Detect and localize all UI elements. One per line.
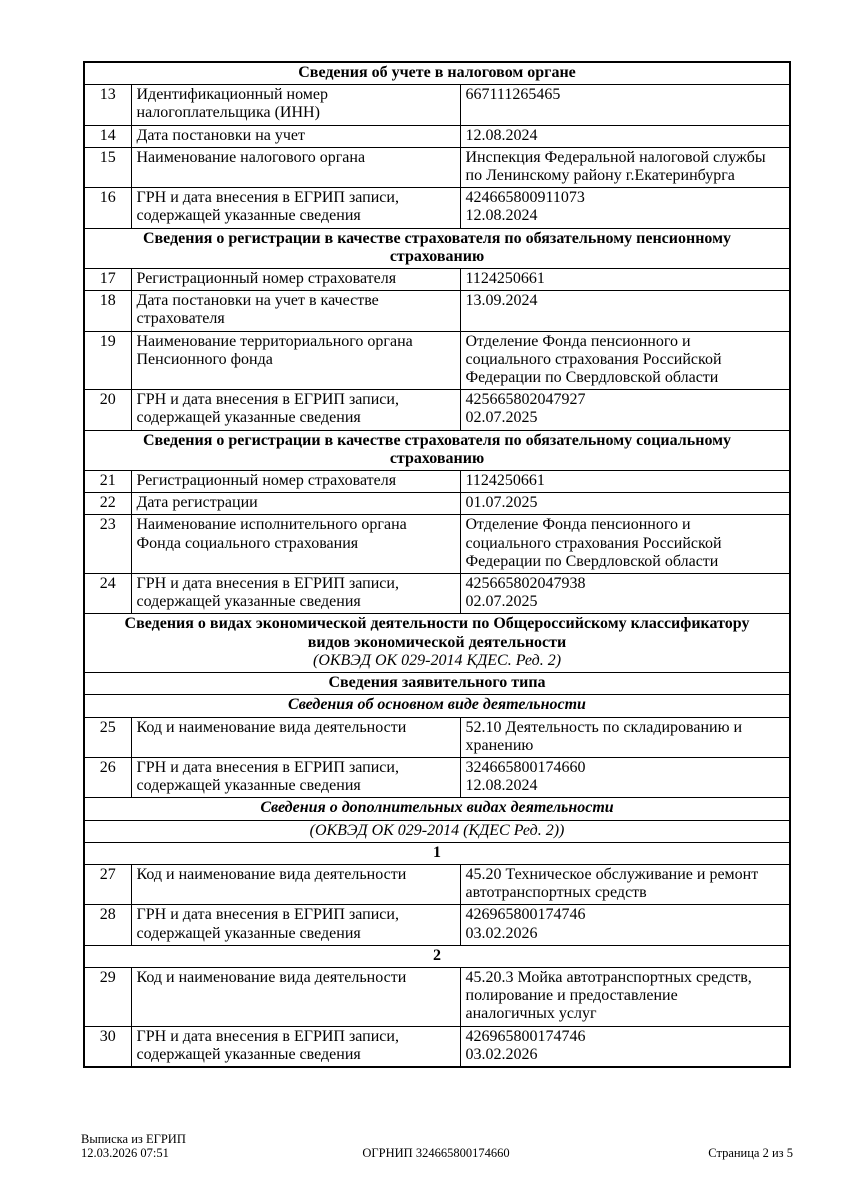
row-28 <box>84 905 790 945</box>
section-title: Сведения заявительного типа <box>328 674 546 692</box>
section-main-activity-header <box>84 695 790 717</box>
page-footer <box>0 1133 848 1167</box>
section-subtitle: (ОКВЭД ОК 029-2014 КДЕС. Ред. 2) <box>313 651 562 669</box>
row-value: 426965800174746 03.02.2026 <box>460 1026 790 1067</box>
section-title: Сведения о видах экономической деятельности по Общероссийскому классификатору <box>124 615 750 633</box>
row-label: ГРН и дата внесения в ЕГРИП записи, содержащей указанные сведения <box>131 1026 460 1067</box>
section-tax-accounting-header <box>84 62 790 85</box>
row-label: Наименование исполнительного органа Фонда социального страхования <box>131 515 460 574</box>
row-label: ГРН и дата внесения в ЕГРИП записи, содержащей указанные сведения <box>131 188 460 228</box>
row-number: 24 <box>84 574 131 614</box>
row-label: ГРН и дата внесения в ЕГРИП записи, содержащей указанные сведения <box>131 757 460 797</box>
row-label: Код и наименование вида деятельности <box>131 864 460 904</box>
row-number: 26 <box>84 757 131 797</box>
row-number: 15 <box>84 147 131 187</box>
row-number: 18 <box>84 291 131 331</box>
row-24 <box>84 574 790 614</box>
footer-datetime: 12.03.2026 07:51 <box>81 1145 169 1160</box>
footer-page-number: Страница 2 из 5 <box>708 1145 793 1160</box>
row-value: Инспекция Федеральной налоговой службы по Ленинскому району г.Екатеринбурга <box>460 147 790 187</box>
row-number: 22 <box>84 493 131 515</box>
row-value: Отделение Фонда пенсионного и социального страхования Российской Федерации по Свердловской области <box>460 515 790 574</box>
row-label: Код и наименование вида деятельности <box>131 967 460 1026</box>
row-number: 14 <box>84 125 131 147</box>
section-title: страхованию <box>389 247 485 265</box>
row-label: Идентификационный номер налогоплательщика (ИНН) <box>131 85 460 125</box>
section-title: видов экономической деятельности <box>307 633 567 651</box>
row-value: 1124250661 <box>460 269 790 291</box>
row-26 <box>84 757 790 797</box>
section-title: Сведения об основном виде деятельности <box>288 696 586 714</box>
row-value: 667111265465 <box>460 85 790 125</box>
row-number: 16 <box>84 188 131 228</box>
row-label: ГРН и дата внесения в ЕГРИП записи, содержащей указанные сведения <box>131 390 460 430</box>
row-value: 45.20.3 Мойка автотранспортных средств, полирование и предоставление аналогичных услуг <box>460 967 790 1026</box>
section-title: Сведения о дополнительных видах деятельности <box>260 799 614 817</box>
row-number: 28 <box>84 905 131 945</box>
row-label: Дата постановки на учет в качестве страхователя <box>131 291 460 331</box>
row-value: 52.10 Деятельность по складированию и хранению <box>460 717 790 757</box>
row-number: 19 <box>84 331 131 390</box>
section-pension-insurance-header <box>84 228 790 268</box>
row-value: 45.20 Техническое обслуживание и ремонт автотранспортных средств <box>460 864 790 904</box>
section-declarative-type-header <box>84 673 790 695</box>
section-title: Сведения о регистрации в качестве страхователя по обязательному пенсионному <box>142 229 732 247</box>
section-social-insurance-header <box>84 430 790 470</box>
row-value: Отделение Фонда пенсионного и социального страхования Российской Федерации по Свердловской области <box>460 331 790 390</box>
row-number: 25 <box>84 717 131 757</box>
row-label: Наименование налогового органа <box>131 147 460 187</box>
footer-ogrnip: ОГРНИП 324665800174660 <box>362 1145 510 1160</box>
row-13 <box>84 85 790 125</box>
row-number: 23 <box>84 515 131 574</box>
section-activity-1-header <box>84 842 790 864</box>
row-label: ГРН и дата внесения в ЕГРИП записи, содержащей указанные сведения <box>131 574 460 614</box>
row-number: 17 <box>84 269 131 291</box>
row-18 <box>84 291 790 331</box>
row-number: 29 <box>84 967 131 1026</box>
section-title: Сведения о регистрации в качестве страхователя по обязательному социальному <box>142 431 732 449</box>
row-value: 13.09.2024 <box>460 291 790 331</box>
section-title: 2 <box>433 946 441 964</box>
footer-doc-type: Выписка из ЕГРИП <box>81 1132 186 1146</box>
row-number: 27 <box>84 864 131 904</box>
row-label: Дата постановки на учет <box>131 125 460 147</box>
row-17 <box>84 269 790 291</box>
row-number: 21 <box>84 471 131 493</box>
row-value: 01.07.2025 <box>460 493 790 515</box>
row-label: ГРН и дата внесения в ЕГРИП записи, содержащей указанные сведения <box>131 905 460 945</box>
row-23 <box>84 515 790 574</box>
section-okved-header <box>84 614 790 673</box>
row-value: 425665802047938 02.07.2025 <box>460 574 790 614</box>
row-value: 426965800174746 03.02.2026 <box>460 905 790 945</box>
section-okved-subheader <box>84 820 790 842</box>
row-value: 425665802047927 02.07.2025 <box>460 390 790 430</box>
row-19 <box>84 331 790 390</box>
row-value: 424665800911073 12.08.2024 <box>460 188 790 228</box>
section-additional-activities-header <box>84 798 790 820</box>
row-number: 13 <box>84 85 131 125</box>
row-label: Код и наименование вида деятельности <box>131 717 460 757</box>
row-29 <box>84 967 790 1026</box>
row-27 <box>84 864 790 904</box>
row-15 <box>84 147 790 187</box>
row-number: 20 <box>84 390 131 430</box>
row-22 <box>84 493 790 515</box>
row-21 <box>84 471 790 493</box>
egrip-details-table <box>83 61 791 1068</box>
section-title: 1 <box>433 843 441 861</box>
row-value: 12.08.2024 <box>460 125 790 147</box>
row-14 <box>84 125 790 147</box>
row-20 <box>84 390 790 430</box>
row-16 <box>84 188 790 228</box>
row-label: Регистрационный номер страхователя <box>131 471 460 493</box>
section-activity-2-header <box>84 945 790 967</box>
section-title: страхованию <box>389 449 485 467</box>
row-label: Регистрационный номер страхователя <box>131 269 460 291</box>
row-25 <box>84 717 790 757</box>
section-title: Сведения об учете в налоговом органе <box>298 64 576 81</box>
section-subtitle: (ОКВЭД ОК 029-2014 (КДЕС Ред. 2)) <box>309 821 565 839</box>
row-label: Дата регистрации <box>131 493 460 515</box>
row-label: Наименование территориального органа Пенсионного фонда <box>131 331 460 390</box>
row-value: 324665800174660 12.08.2024 <box>460 757 790 797</box>
row-30 <box>84 1026 790 1067</box>
row-number: 30 <box>84 1026 131 1067</box>
row-value: 1124250661 <box>460 471 790 493</box>
